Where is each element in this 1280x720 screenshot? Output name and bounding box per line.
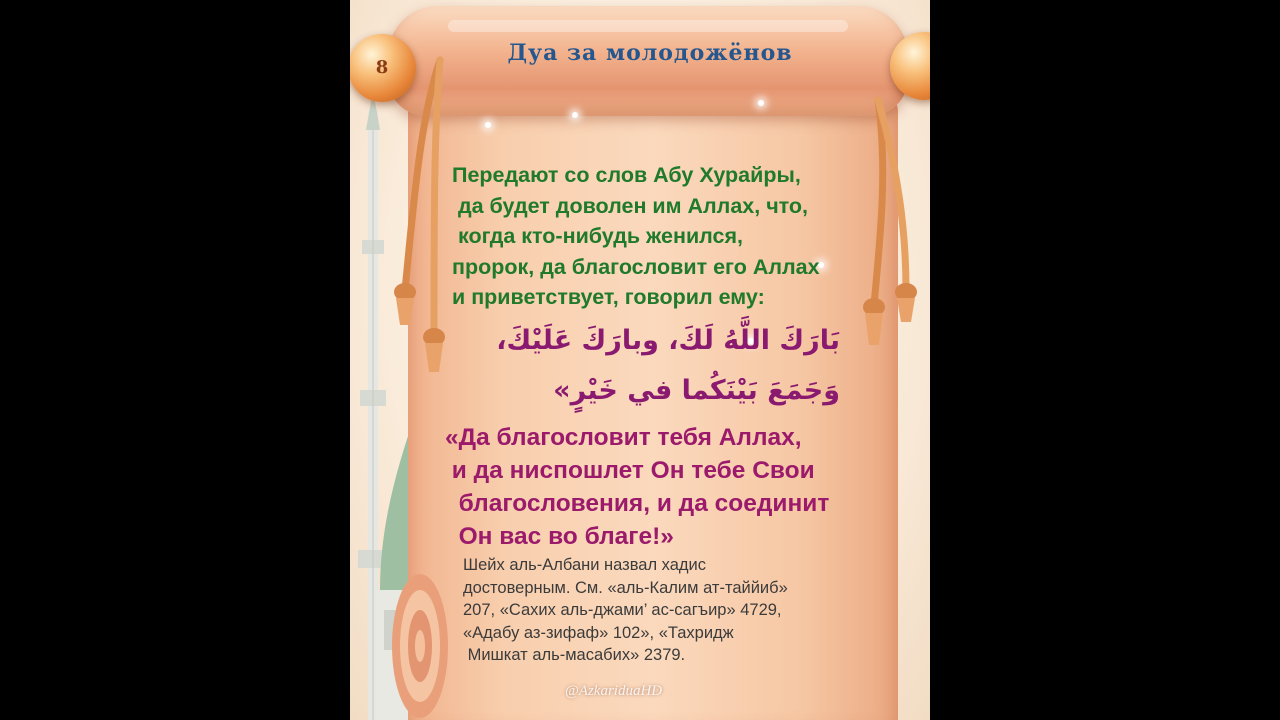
hadith-source: Шейх аль-Албани назвал хадис достоверным. См. «аль-Калим ат-таййиб» 207, «Сахих аль-джами’ ас-сагъир» 4729, «Адабу аз-зифаф» 102», «Тахридж Мишкат аль-масабих» 2379. <box>463 556 788 664</box>
dua-arabic: بَارَكَ اللَّهُ لَكَ، وبارَكَ عَلَيْكَ، وَجَمَعَ بَيْنَكُما في خَيْرٍ» <box>496 325 840 406</box>
hadith-narration: Передают со слов Абу Хурайры, да будет доволен им Аллах, что, когда кто-нибудь женился, пророк, да благословит его Аллах и приветствует, говорил ему: <box>452 163 820 309</box>
card-title: Дуа за молодожёнов <box>507 40 793 66</box>
sparkle <box>758 100 764 106</box>
dua-card <box>350 0 930 720</box>
sparkle <box>572 112 578 118</box>
card-number: 8 <box>375 57 389 78</box>
watermark: @AzkariduaHD <box>565 683 663 699</box>
number-knob <box>350 34 416 102</box>
roll-highlight <box>448 20 848 32</box>
sparkle <box>485 122 491 128</box>
scroll-roll-icon <box>390 572 450 720</box>
dua-translation: «Да благословит тебя Аллах, и да ниспошлет Он тебе Свои благословения, и да соединит Он вас во благе!» <box>445 424 830 550</box>
